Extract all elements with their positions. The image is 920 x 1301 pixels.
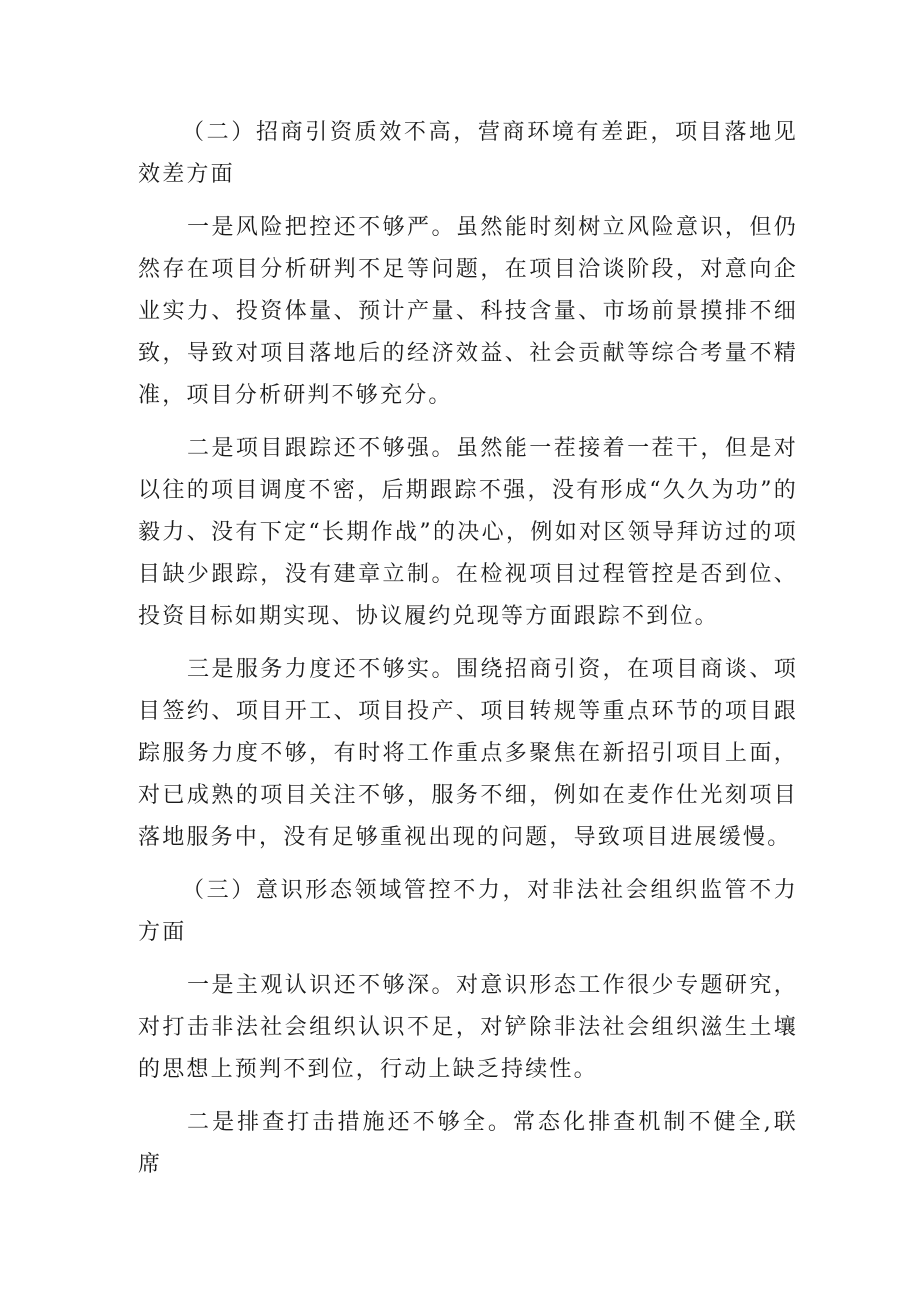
paragraph-risk-control: 一是风险把控还不够严。虽然能时刻树立风险意识，但仍然存在项目分析研判不足等问题，在项目洽谈阶段，对意向企业实力、投资体量、预计产量、科技含量、市场前景摸排不细致，导致对项目落地后的经济效益、社会贡献等综合考量不精准，项目分析研判不够充分。 xyxy=(138,215,798,408)
section-heading-3: （三）意识形态领域管控不力，对非法社会组织监管不力方面 xyxy=(138,878,798,945)
paragraph-investigation-measures: 二是排查打击措施还不够全。常态化排查机制不健全,联席 xyxy=(138,1110,798,1177)
paragraph-project-tracking: 二是项目跟踪还不够强。虽然能一茬接着一茬干，但是对以往的项目调度不密，后期跟踪不强，没有形成“久久为功”的毅力、没有下定“长期作战”的决心，例如对区领导拜访过的项目缺少跟踪，没有建章立制。在检视项目过程管控是否到位、投资目标如期实现、协议履约兑现等方面跟踪不到位。 xyxy=(138,436,798,629)
section-heading-2: （二）招商引资质效不高，营商环境有差距，项目落地见效差方面 xyxy=(138,120,798,187)
document-page xyxy=(138,112,798,1197)
paragraph-service-strength: 三是服务力度还不够实。围绕招商引资，在项目商谈、项目签约、项目开工、项目投产、项目转规等重点环节的项目跟踪服务力度不够，有时将工作重点多聚焦在新招引项目上面，对已成熟的项目关注不够，服务不细，例如在麦作仕光刻项目落地服务中，没有足够重视出现的问题，导致项目进展缓慢。 xyxy=(138,657,798,850)
paragraph-subjective-awareness: 一是主观认识还不够深。对意识形态工作很少专题研究，对打击非法社会组织认识不足，对铲除非法社会组织滋生土壤的思想上预判不到位，行动上缺乏持续性。 xyxy=(138,973,798,1082)
